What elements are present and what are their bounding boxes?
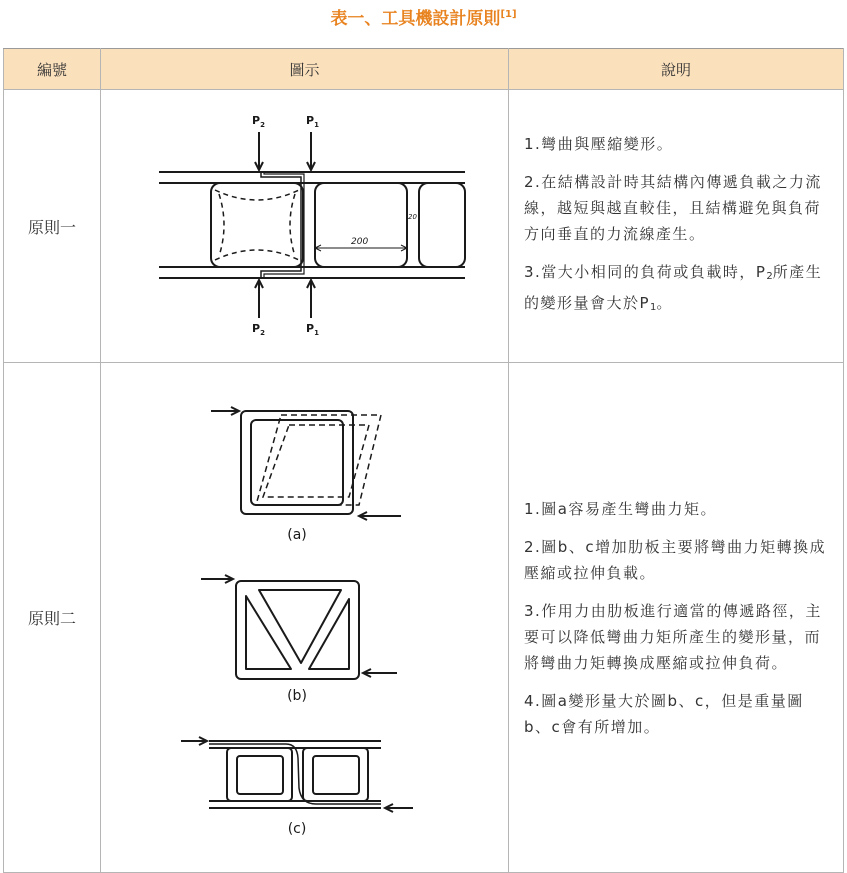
label-p2-bottom: $P_2$ [252,322,265,337]
principle-2-figure [101,363,509,873]
figure-a-open-frame [211,407,401,520]
principle-1-figure [101,90,509,363]
table-caption [0,4,847,29]
table-row-principle-2 [4,363,844,873]
principle-2-description [509,363,844,873]
principle-1-item-2: 2.在結構設計時其結構內傳遞負載之力流線，越短與越直較佳，且結構避免與負荷方向垂直的力流線產生。 [524,173,822,243]
principle-2-item-3: 3.作用力由肋板進行適當的傳遞路徑，主要可以降低彎曲力矩所產生的變形量，而將彎曲力矩轉換成壓縮或拉伸負荷。 [524,601,822,672]
figure-c-label: (c) [287,821,307,837]
figure-b-label: (b) [287,688,307,704]
principle-1-description [509,90,844,363]
dimension-200-label: 200 [351,237,369,247]
figure-c-double-cell [181,737,413,812]
principle-2-item-4: 4.圖a變形量大於圖b、c，但是重量圖b、c會有所增加。 [524,691,804,736]
header-number: 編號 [4,49,101,90]
dimension-20-label: 20 [408,213,417,221]
beam-deformation-diagram [101,90,509,358]
principle-1-label: 原則一 [4,90,101,363]
principle-2-item-2: 2.圖b、c增加肋板主要將彎曲力矩轉換成壓縮或拉伸負載。 [524,537,827,582]
figure-a-label: (a) [287,527,307,543]
principle-2-label: 原則二 [4,363,101,873]
header-description: 說明 [509,49,844,90]
label-p1-top: $P_1$ [306,114,319,129]
principle-1-item-1: 1.彎曲與壓縮變形。 [524,135,674,153]
caption-text: 表一、工具機設計原則 [330,9,501,29]
table-header-row [4,49,844,90]
header-figure: 圖示 [101,49,509,90]
label-p1-bottom: $P_1$ [306,322,319,337]
caption-reference: [1] [500,9,517,20]
principle-1-item-3: 3.當大小相同的負荷或負載時，$P_2$所產生的變形量會大於$P_1$。 [524,263,823,313]
design-principles-table [3,48,844,873]
rib-structures-diagram [101,363,509,868]
label-p2-top: $P_2$ [252,114,265,129]
figure-b-ribbed-frame [201,575,397,679]
table-row-principle-1 [4,90,844,363]
principle-2-item-1: 1.圖a容易產生彎曲力矩。 [524,499,718,518]
